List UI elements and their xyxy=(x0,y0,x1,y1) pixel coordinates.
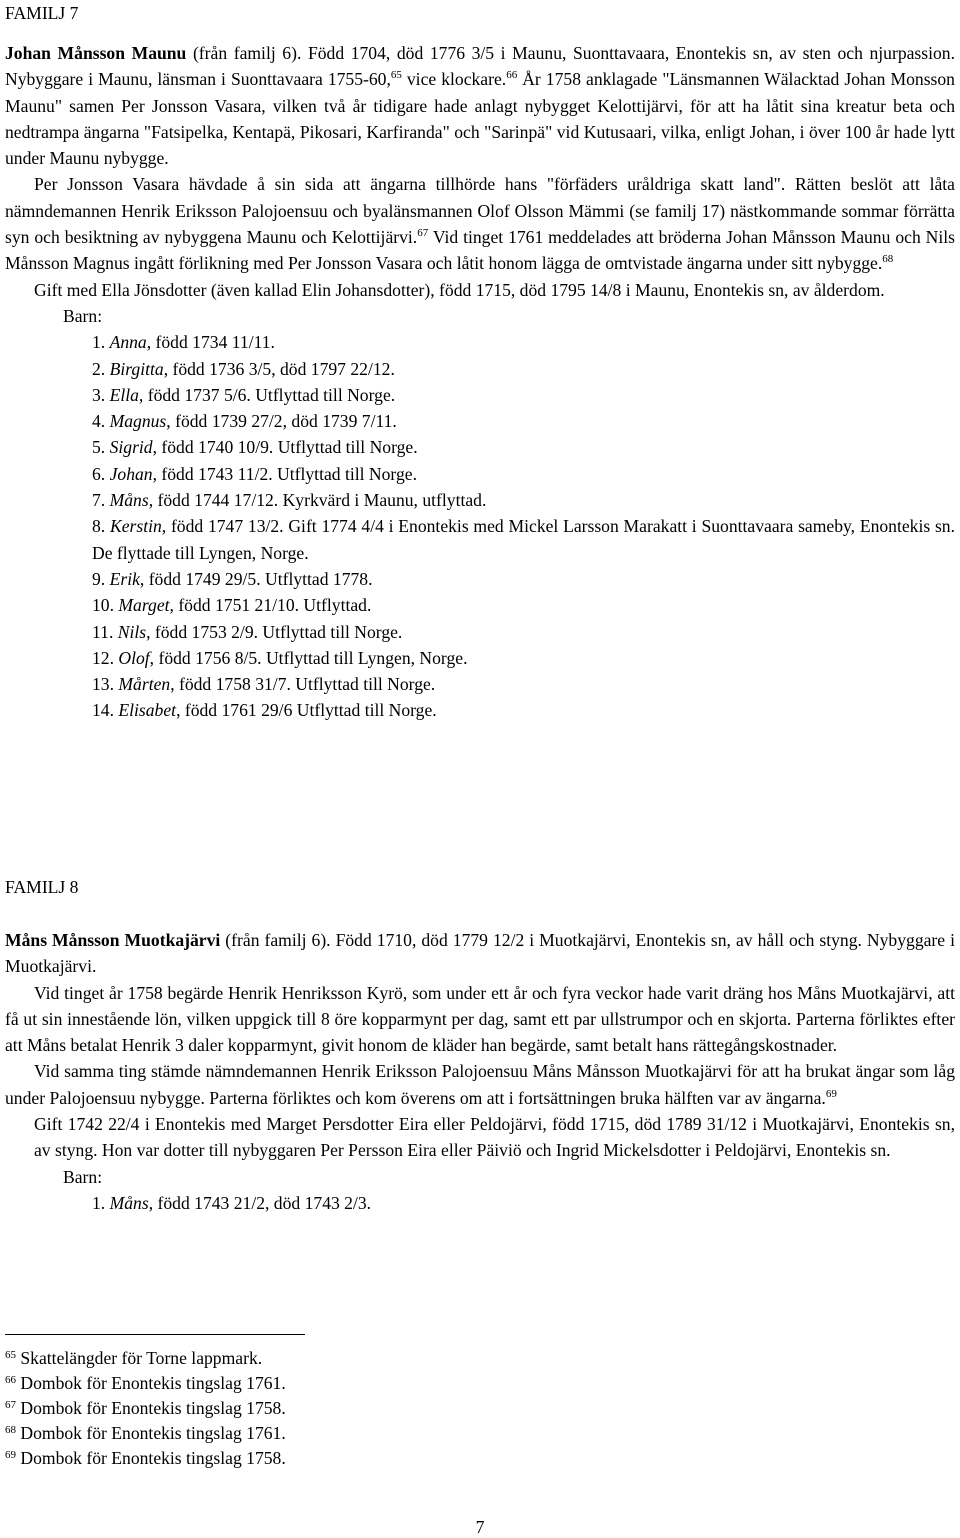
child-number: 1. xyxy=(92,332,110,353)
child-name: Måns xyxy=(109,1192,149,1213)
family-7-children-label: Barn: xyxy=(63,305,103,326)
family-8-section xyxy=(5,927,955,1216)
footnote-item xyxy=(5,1371,705,1396)
family-7-marriage: Gift med Ella Jönsdotter (även kallad Elin Johansdotter), född 1715, död 1795 14/8 i Maunu, Enontekis sn, av ålderdom. xyxy=(34,279,885,300)
footnote-item xyxy=(5,1421,705,1446)
child-name: Mårten xyxy=(118,674,171,695)
child-details: , född 1753 2/9. Utflyttad till Norge. xyxy=(146,621,403,642)
child-name: Sigrid xyxy=(109,437,153,458)
child-item xyxy=(92,356,955,382)
child-details: , född 1739 27/2, död 1739 7/11. xyxy=(166,411,397,432)
footnote-text: Skattelängder för Torne lappmark. xyxy=(16,1348,263,1368)
child-name: Anna xyxy=(109,332,147,353)
family-7-paragraph-2-tail: Vid tinget 1761 meddelades att bröderna Johan Månsson Maunu och Nils Månsson Magnus ingått förlikning med Per Jonsson Vasara och låtit honom lägga de omtvistade ängarna under sitt nybygge. xyxy=(5,227,955,274)
child-number: 1. xyxy=(92,1192,110,1213)
child-item xyxy=(92,408,955,434)
child-name: Ella xyxy=(109,384,139,405)
family-7-heading: FAMILJ 7 xyxy=(5,3,79,23)
child-details: , född 1740 10/9. Utflyttad till Norge. xyxy=(152,437,418,458)
family-7-person-name: Johan Månsson Maunu xyxy=(5,43,187,63)
family-8-children-label: Barn: xyxy=(63,1166,103,1187)
child-number: 3. xyxy=(92,384,110,405)
child-details: , född 1744 17/12. Kyrkvärd i Maunu, utflyttad. xyxy=(148,490,487,511)
family-8-marriage: Gift 1742 22/4 i Enontekis med Marget Persdotter Eira eller Peldojärvi, född 1715, död 1789 31/12 i Muotkajärvi, Enontekis sn, av styng. Hon var dotter till nybyggaren Per Persson Eira eller Päiviö och Ingrid Mickelsdotter i Peldojärvi, Enontekis sn. xyxy=(34,1114,955,1161)
child-details: , född 1743 11/2. Utflyttad till Norge. xyxy=(152,463,417,484)
child-item xyxy=(92,645,955,671)
child-item xyxy=(92,461,955,487)
child-name: Birgitta xyxy=(109,358,164,379)
child-item xyxy=(92,619,955,645)
footnote-item xyxy=(5,1346,705,1371)
child-details: , född 1747 13/2. Gift 1774 4/4 i Enontekis med Mickel Larsson Marakatt i Suonttavaara sameby, Enontekis sn. De flyttade till Lyngen, Norge. xyxy=(92,516,955,563)
child-number: 9. xyxy=(92,568,110,589)
child-item xyxy=(92,329,955,355)
child-name: Kerstin xyxy=(109,516,162,537)
child-name: Elisabet xyxy=(118,700,177,721)
footnote-separator xyxy=(5,1334,305,1335)
child-item xyxy=(92,434,955,460)
child-details: , född 1749 29/5. Utflyttad 1778. xyxy=(139,568,373,589)
footnote-number: 66 xyxy=(5,1374,16,1386)
family-7-intro-text: (från familj 6). Född 1704, död 1776 3/5 i Maunu, Suonttavaara, Enontekis sn, av sten och njurpassion. Nybyggare i Maunu, länsman i Suonttavaara 1755-60, xyxy=(5,43,956,90)
child-name: Nils xyxy=(117,621,147,642)
child-details: , född 1734 11/11. xyxy=(146,332,275,353)
family-8-intro xyxy=(5,927,955,980)
page-number: 7 xyxy=(475,1517,485,1537)
family-7-intro xyxy=(5,40,955,171)
child-details: , född 1743 21/2, död 1743 2/3. xyxy=(148,1192,372,1213)
child-details: , född 1761 29/6 Utflyttad till Norge. xyxy=(176,700,437,721)
family-8-paragraph-1: Vid tinget år 1758 begärde Henrik Henriksson Kyrö, som under ett år och fyra veckor hade varit dräng hos Måns Muotkajärvi, att få ut sin innestående lön, vilken uppgick till 8 öre kopparmynt per dag, samt ett par ullstrumpor och en skjorta. Parterna förliktes efter att Måns betalat Henrik 3 daler kopparmynt, givit honom de kläder han begärde, samt betalt hans rättegångskostnader. xyxy=(5,982,955,1056)
child-number: 7. xyxy=(92,490,110,511)
child-number: 10. xyxy=(92,595,119,616)
footnote-ref-69: 69 xyxy=(825,1087,837,1100)
footnote-number: 65 xyxy=(5,1349,16,1361)
child-details: , född 1756 8/5. Utflyttad till Lyngen, Norge. xyxy=(149,647,468,668)
child-details: , född 1737 5/6. Utflyttad till Norge. xyxy=(138,384,396,405)
child-name: Marget xyxy=(118,595,170,616)
footnote-text: Dombok för Enontekis tingslag 1761. xyxy=(16,1423,286,1443)
child-number: 11. xyxy=(92,621,118,642)
footnote-ref-68: 68 xyxy=(882,253,894,266)
child-item xyxy=(92,1190,955,1216)
family-8-paragraph-2 xyxy=(5,1058,955,1111)
child-item xyxy=(92,566,955,592)
footnote-ref-66: 66 xyxy=(506,69,518,82)
child-number: 4. xyxy=(92,411,110,432)
footnote-text: Dombok för Enontekis tingslag 1758. xyxy=(16,1448,286,1468)
child-item xyxy=(92,671,955,697)
footnote-number: 69 xyxy=(5,1449,16,1461)
child-number: 14. xyxy=(92,700,119,721)
family-7-paragraph-2 xyxy=(5,171,955,276)
child-item xyxy=(92,697,955,723)
child-number: 13. xyxy=(92,674,119,695)
footnote-number: 67 xyxy=(5,1399,16,1411)
footnotes xyxy=(5,1346,705,1471)
child-name: Erik xyxy=(109,568,140,589)
child-item xyxy=(92,487,955,513)
family-8-heading: FAMILJ 8 xyxy=(5,877,79,897)
family-7-intro-tail: vice klockare. xyxy=(401,69,507,90)
child-name: Måns xyxy=(109,490,149,511)
footnote-text: Dombok för Enontekis tingslag 1761. xyxy=(16,1373,286,1393)
family-8-children-list xyxy=(92,1190,955,1216)
child-name: Olof xyxy=(118,647,150,668)
child-number: 5. xyxy=(92,437,110,458)
child-details: , född 1751 21/10. Utflyttad. xyxy=(169,595,372,616)
family-8-intro-text: (från familj 6). Född 1710, död 1779 12/2 i Muotkajärvi, Enontekis sn, av håll och styng. Nybyggare i Muotkajärvi. xyxy=(5,930,955,977)
family-8-paragraph-2-text: Vid samma ting stämde nämndemannen Henrik Eriksson Palojoensuu Måns Månsson Muotkajärvi för att ha brukat ängar som låg under Palojoensuu nybygge. Parterna förliktes och kom överens om att i fortsättningen bruka hälften var av ängarna. xyxy=(5,1061,955,1108)
child-item xyxy=(92,513,955,566)
child-number: 8. xyxy=(92,516,110,537)
child-name: Magnus xyxy=(109,411,167,432)
child-name: Johan xyxy=(109,463,153,484)
family-7-children-list xyxy=(92,329,955,723)
footnote-ref-65: 65 xyxy=(390,69,402,82)
child-details: , född 1758 31/7. Utflyttad till Norge. xyxy=(170,674,436,695)
child-number: 2. xyxy=(92,358,110,379)
family-7-paragraph-2-text: Per Jonsson Vasara hävdade å sin sida att ängarna tillhörde hans "förfäders uråldriga skatt land". Rätten beslöt att låta nämndemannen Henrik Eriksson Palojoensuu och byalänsmannen Olof Olsson Mämmi (se familj 17) nästkommande sommar förrätta syn och besiktning av nybyggena Maunu och Kelottijärvi. xyxy=(5,174,955,248)
family-8-person-name: Måns Månsson Muotkajärvi xyxy=(5,930,221,950)
footnote-text: Dombok för Enontekis tingslag 1758. xyxy=(16,1398,286,1418)
child-number: 6. xyxy=(92,463,110,484)
footnote-number: 68 xyxy=(5,1424,16,1436)
child-item xyxy=(92,382,955,408)
footnote-item xyxy=(5,1446,705,1471)
footnote-ref-67: 67 xyxy=(417,227,429,240)
child-details: , född 1736 3/5, död 1797 22/12. xyxy=(163,358,395,379)
family-7-paragraph-1: År 1758 anklagade "Länsmannen Wälacktad Johan Monsson Maunu" samen Per Jonsson Vasara, vilken två år tidigare hade anlagt nybygget Kelottijärvi, för att ha låtit sina kreatur beta och nedtrampa ängarna "Fatsipelka, Kentapä, Pikosari, Karfiranda" och "Sarinpä" vid Kutusaari, vilka, enligt Johan, i över 100 år hade lytt under Maunu nybygge. xyxy=(5,69,955,169)
footnote-item xyxy=(5,1396,705,1421)
family-7-section xyxy=(5,40,955,724)
child-item xyxy=(92,592,955,618)
child-number: 12. xyxy=(92,647,119,668)
